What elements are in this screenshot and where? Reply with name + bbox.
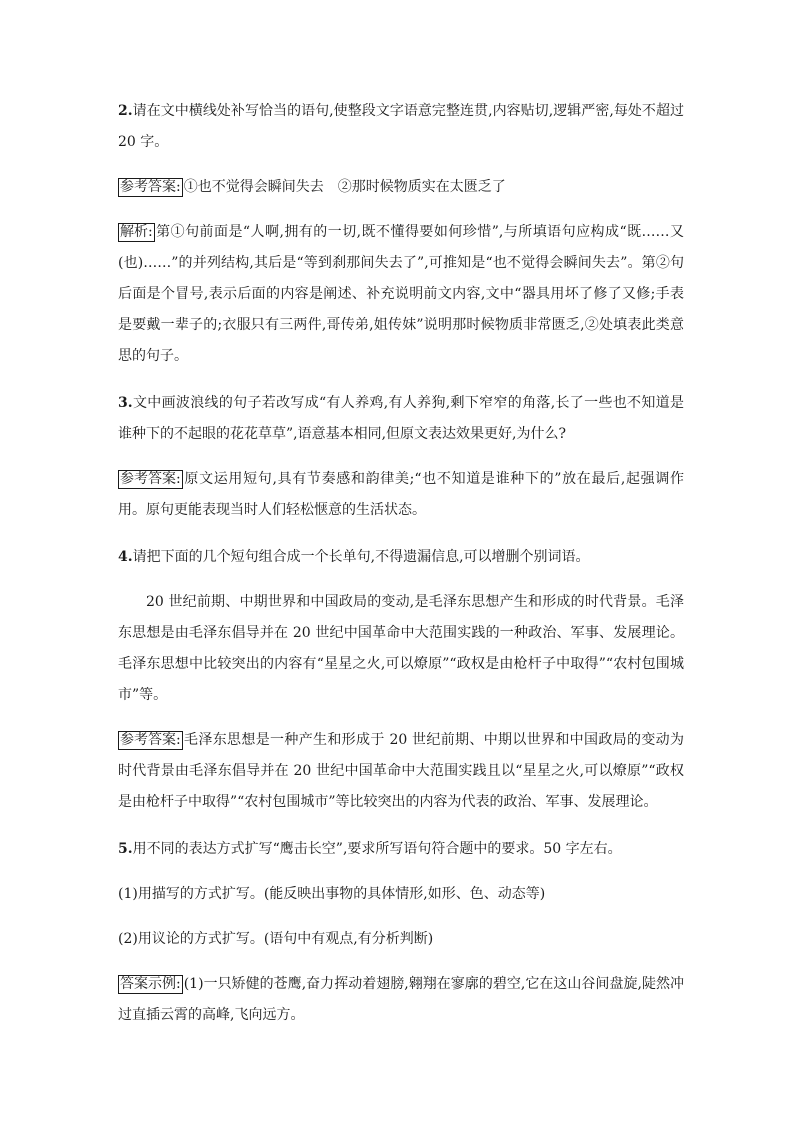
question-5-part-2: (2)用议论的方式扩写。(语句中有观点,有分析判断) xyxy=(118,931,434,947)
answer-2 xyxy=(118,172,684,203)
answer-label: 答案示例: xyxy=(120,976,181,992)
question-text: 请把下面的几个短句组合成一个长单句,不得遗漏信息,可以增删个别词语。 xyxy=(132,549,590,565)
question-3 xyxy=(118,388,684,450)
answer-label: 参考答案: xyxy=(120,732,181,748)
answer-label: 参考答案: xyxy=(120,179,181,195)
question-text: 文中画波浪线的句子若改写成“有人养鸡,有人养狗,剩下窄窄的角落,长了一些也不知道是谁种下的不起眼的花花草草”,语意基本相同,但原文表达效果更好,为什么? xyxy=(118,395,684,442)
question-number: 2. xyxy=(118,103,133,119)
explanation-label: 解析: xyxy=(120,224,153,240)
question-4 xyxy=(118,542,684,573)
answer-label: 参考答案: xyxy=(120,471,181,487)
question-text: 请在文中横线处补写恰当的语句,使整段文字语意完整连贯,内容贴切,逻辑严密,每处不超过 20 字。 xyxy=(118,103,684,150)
question-5-part-1: (1)用描写的方式扩写。(能反映出事物的具体情形,如形、色、动态等) xyxy=(118,886,546,902)
explanation-text: 第①句前面是“人啊,拥有的一切,既不懂得要如何珍惜”,与所填语句应构成“既……又(也)……”的并列结构,其后是“等到刹那间失去了”,可推知是“也不觉得会瞬间失去”。第②句后面是个冒号,表示后面的内容是阐述、补充说明前文内容,文中“器具用坏了修了又修;手表是要戴一辈子的;衣服只有三两件,哥传弟,姐传妹”说明那时候物质非常匮乏,②处填表此类意思的句子。 xyxy=(118,224,684,364)
question-4-passage: 20 世纪前期、中期世界和中国政局的变动,是毛泽东思想产生和形成的时代背景。毛泽东思想是由毛泽东倡导并在 20 世纪中国革命中大范围实践的一种政治、军事、发展理论。毛泽东思想中比较突出的内容有“星星之火,可以燎原”“政权是由枪杆子中取得”“农村包围城市”等。 xyxy=(118,594,684,703)
explanation-2 xyxy=(118,217,684,372)
document-page xyxy=(118,96,684,1031)
question-number: 3. xyxy=(118,395,133,411)
question-2 xyxy=(118,96,684,158)
answer-text: 原文运用短句,具有节奏感和韵律美;“也不知道是谁种下的”放在最后,起强调作用。原句更能表现当时人们轻松惬意的生活状态。 xyxy=(118,471,684,518)
question-text: 用不同的表达方式扩写“鹰击长空”,要求所写语句符合题中的要求。50 字左右。 xyxy=(132,841,622,857)
answer-text: 毛泽东思想是一种产生和形成于 20 世纪前期、中期以世界和中国政局的变动为时代背景由毛泽东倡导并在 20 世纪中国革命中大范围实践且以“星星之火,可以燎原”“政权是由枪杆子中取得”“农村包围城市”等比较突出的内容为代表的政治、军事、发展理论。 xyxy=(118,732,684,810)
question-number: 5. xyxy=(118,841,133,857)
question-5 xyxy=(118,834,684,865)
answer-5 xyxy=(118,969,684,1031)
answer-4 xyxy=(118,725,684,818)
answer-text: ①也不觉得会瞬间失去 ②那时候物质实在太匮乏了 xyxy=(183,179,506,195)
answer-text: (1)一只矫健的苍鹰,奋力挥动着翅膀,翱翔在寥廓的碧空,它在这山谷间盘旋,陡然冲过直插云霄的高峰,飞向远方。 xyxy=(118,976,684,1023)
question-number: 4. xyxy=(118,549,133,565)
answer-3 xyxy=(118,464,684,526)
